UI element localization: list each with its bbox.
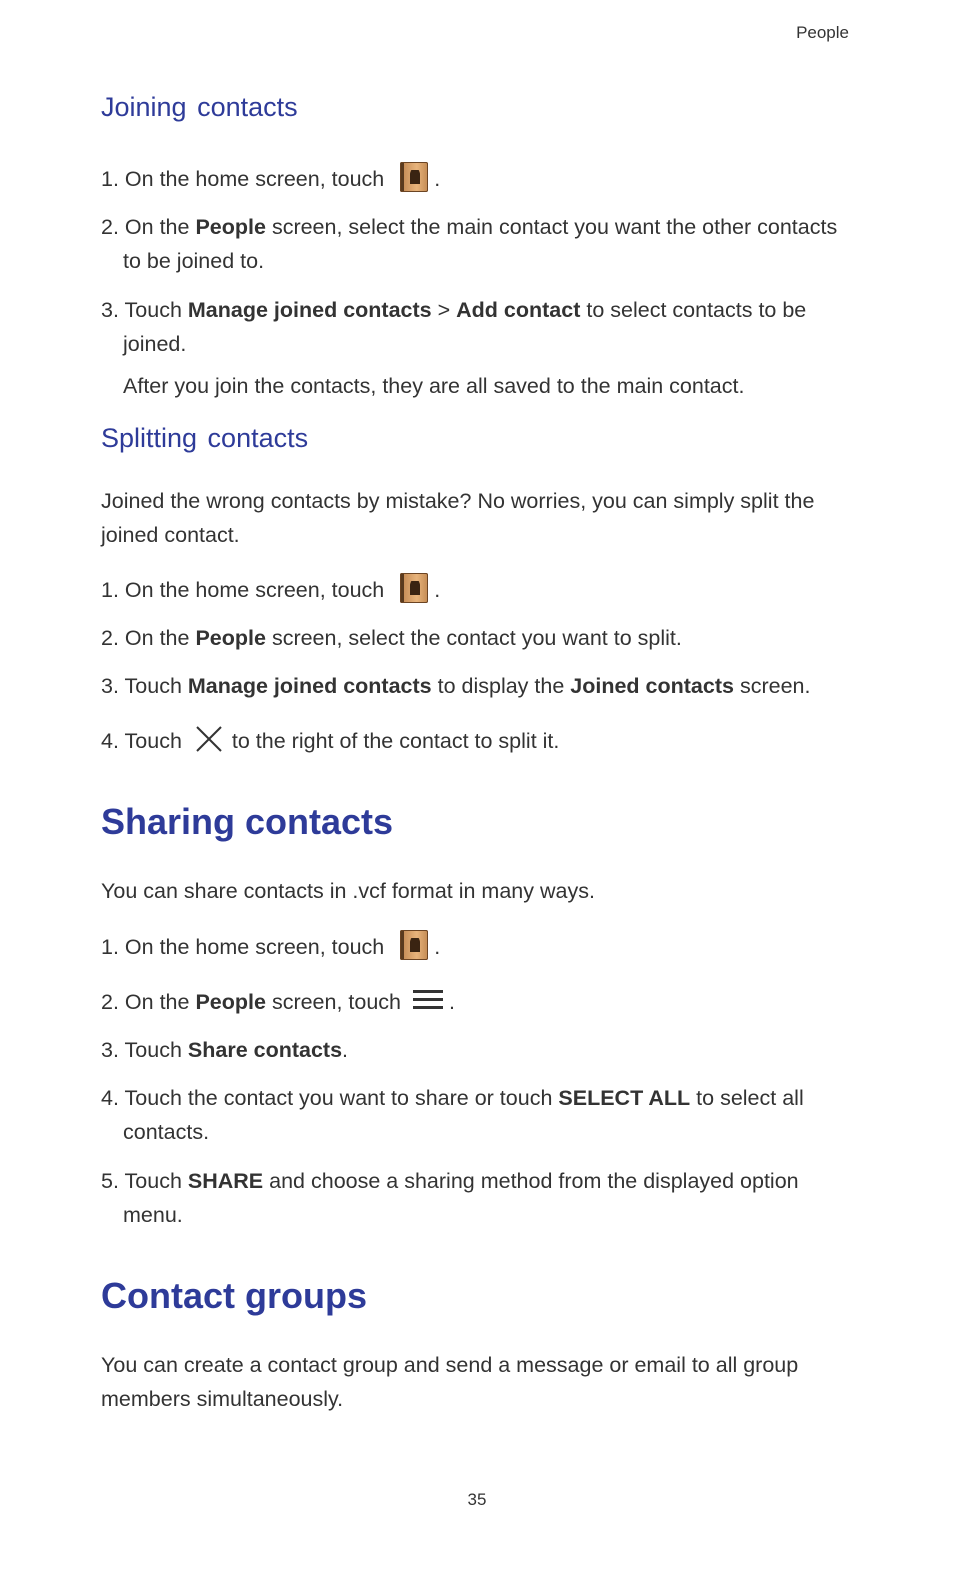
contacts-book-icon <box>400 573 428 603</box>
close-x-icon <box>194 724 224 754</box>
splitting-step-1: 1. On the home screen, touch . <box>101 573 851 607</box>
joining-step-1: 1. On the home screen, touch . <box>101 162 851 196</box>
sharing-step-4: 4. Touch the contact you want to share or touch SELECT ALL to select all contacts. <box>101 1086 804 1144</box>
heading-sharing-contacts: Sharing contacts <box>101 801 394 842</box>
sharing-step-3: 3. Touch Share contacts. <box>101 1038 349 1062</box>
running-header: People <box>796 23 849 42</box>
sharing-intro: You can share contacts in .vcf format in many ways. <box>101 879 595 903</box>
menu-icon <box>411 987 445 1013</box>
splitting-step-3: 3. Touch Manage joined contacts to display the Joined contacts screen. <box>101 674 811 698</box>
contacts-book-icon <box>400 930 428 960</box>
groups-intro: You can create a contact group and send a message or email to all group members simultaneously. <box>101 1353 799 1411</box>
page-number: 35 <box>467 1490 487 1509</box>
heading-contact-groups: Contact groups <box>101 1275 367 1316</box>
joining-step-3: 3. Touch Manage joined contacts > Add contact to select contacts to be joined. <box>101 298 807 356</box>
heading-splitting-contacts: Splitting contacts <box>101 423 309 453</box>
heading-joining-contacts: Joining contacts <box>101 92 298 122</box>
splitting-intro: Joined the wrong contacts by mistake? No worries, you can simply split the joined contact. <box>101 489 815 547</box>
sharing-step-1: 1. On the home screen, touch . <box>101 930 851 964</box>
splitting-step-4: 4. Touch to the right of the contact to split it. <box>101 724 851 758</box>
splitting-step-2: 2. On the People screen, select the contact you want to split. <box>101 626 682 650</box>
joining-step-2: 2. On the People screen, select the main contact you want the other contacts to be joined to. <box>101 215 838 273</box>
contacts-book-icon <box>400 162 428 192</box>
joining-note: After you join the contacts, they are all saved to the main contact. <box>123 374 745 398</box>
sharing-step-2: 2. On the People screen, touch . <box>101 985 851 1019</box>
sharing-step-5: 5. Touch SHARE and choose a sharing method from the displayed option menu. <box>101 1169 799 1227</box>
